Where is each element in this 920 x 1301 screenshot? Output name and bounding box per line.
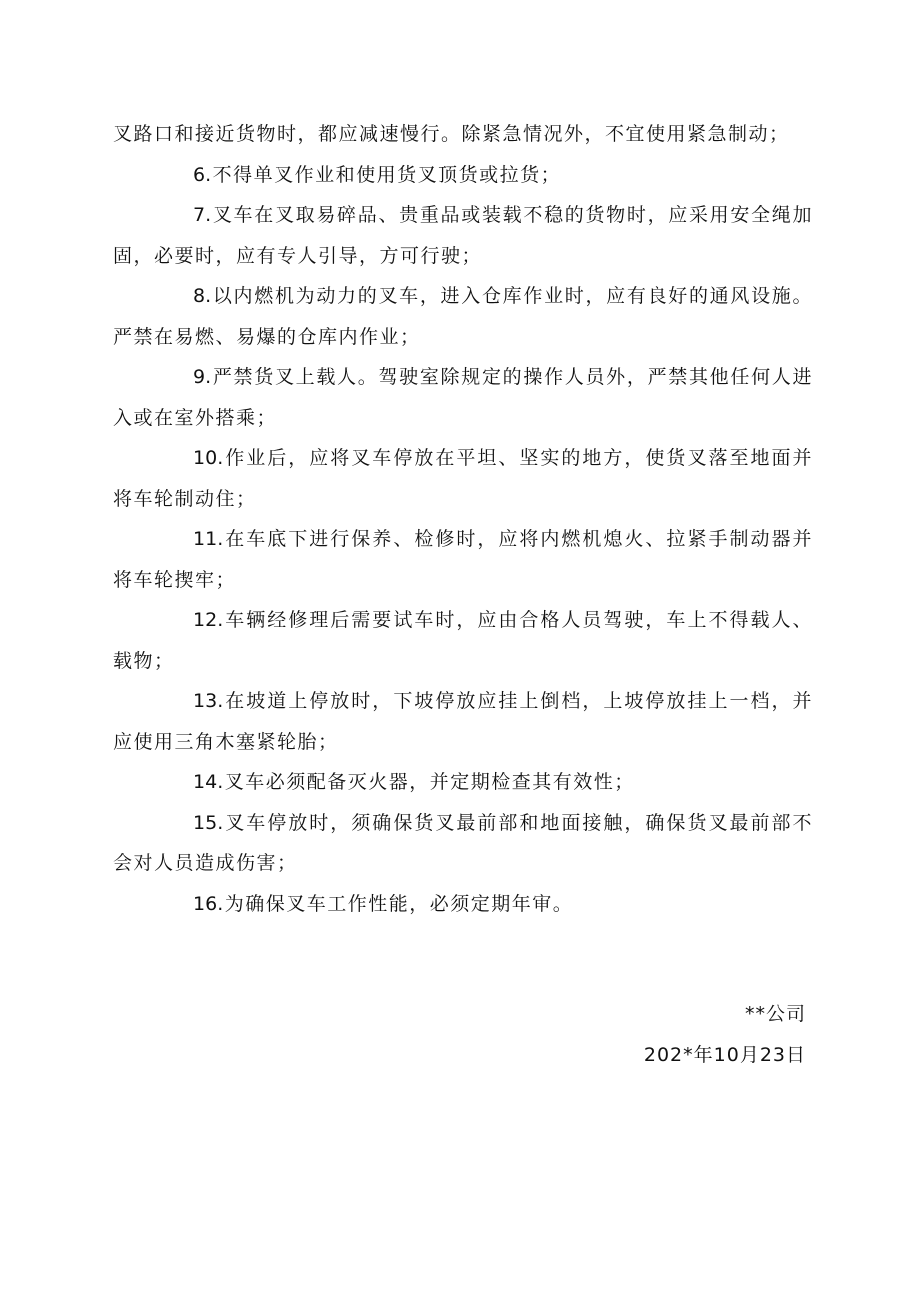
- signature-block: [644, 994, 806, 1075]
- item-number: 6: [193, 163, 206, 186]
- paragraph-text: .车辆经修理后需要试车时，应由合格人员驾驶，车上不得载人、载物；: [113, 609, 813, 672]
- item-number: 10: [193, 447, 218, 469]
- paragraph-continuation: [113, 114, 813, 155]
- paragraph-text: .在车底下进行保养、检修时，应将内燃机熄火、拉紧手制动器并将车轮揳牢；: [113, 528, 813, 591]
- item-number: 11: [193, 528, 218, 550]
- document-date: 202*年10月23日: [643, 1043, 806, 1066]
- paragraph-item-16: [113, 884, 813, 925]
- paragraph-item-8: [113, 276, 813, 357]
- item-number: 15: [193, 811, 218, 834]
- paragraph-item-10: [113, 438, 813, 519]
- document-body: [113, 114, 813, 924]
- item-number: 16: [193, 892, 218, 915]
- paragraph-item-14: [113, 762, 813, 803]
- company-name: **公司: [744, 1003, 806, 1025]
- item-number: 9: [193, 366, 206, 388]
- paragraph-item-15: [113, 803, 813, 884]
- item-number: 12: [193, 609, 218, 631]
- paragraph-text: .不得单叉作业和使用货叉顶货或拉货；: [205, 163, 562, 186]
- item-number: 13: [193, 690, 218, 712]
- item-number: 7: [193, 204, 206, 226]
- item-number: 8: [193, 285, 206, 307]
- paragraph-text: .为确保叉车工作性能，必须定期年审。: [217, 892, 574, 915]
- paragraph-text: .作业后，应将叉车停放在平坦、坚实的地方，使货叉落至地面并将车轮制动住；: [113, 447, 813, 510]
- paragraph-text: 叉路口和接近货物时，都应减速慢行。除紧急情况外，不宜使用紧急制动；: [113, 123, 790, 145]
- paragraph-text: .以内燃机为动力的叉车，进入仓库作业时，应有良好的通风设施。严禁在易燃、易爆的仓库内作业；: [113, 285, 813, 348]
- paragraph-text: .叉车停放时，须确保货叉最前部和地面接触，确保货叉最前部不会对人员造成伤害；: [113, 811, 813, 874]
- paragraph-text: .在坡道上停放时，下坡停放应挂上倒档，上坡停放挂上一档，并应使用三角木塞紧轮胎；: [113, 690, 813, 753]
- paragraph-text: .叉车必须配备灭火器，并定期检查其有效性；: [217, 771, 635, 793]
- item-number: 14: [193, 771, 218, 793]
- paragraph-item-7: [113, 195, 813, 276]
- paragraph-item-13: [113, 681, 813, 762]
- paragraph-text: .严禁货叉上载人。驾驶室除规定的操作人员外，严禁其他任何人进入或在室外搭乘；: [113, 366, 813, 429]
- paragraph-item-12: [113, 600, 813, 681]
- paragraph-item-6: [113, 155, 813, 196]
- paragraph-item-11: [113, 519, 813, 600]
- paragraph-item-9: [113, 357, 813, 438]
- paragraph-text: .叉车在叉取易碎品、贵重品或装载不稳的货物时，应采用安全绳加固，必要时，应有专人引导，方可行驶；: [113, 204, 813, 267]
